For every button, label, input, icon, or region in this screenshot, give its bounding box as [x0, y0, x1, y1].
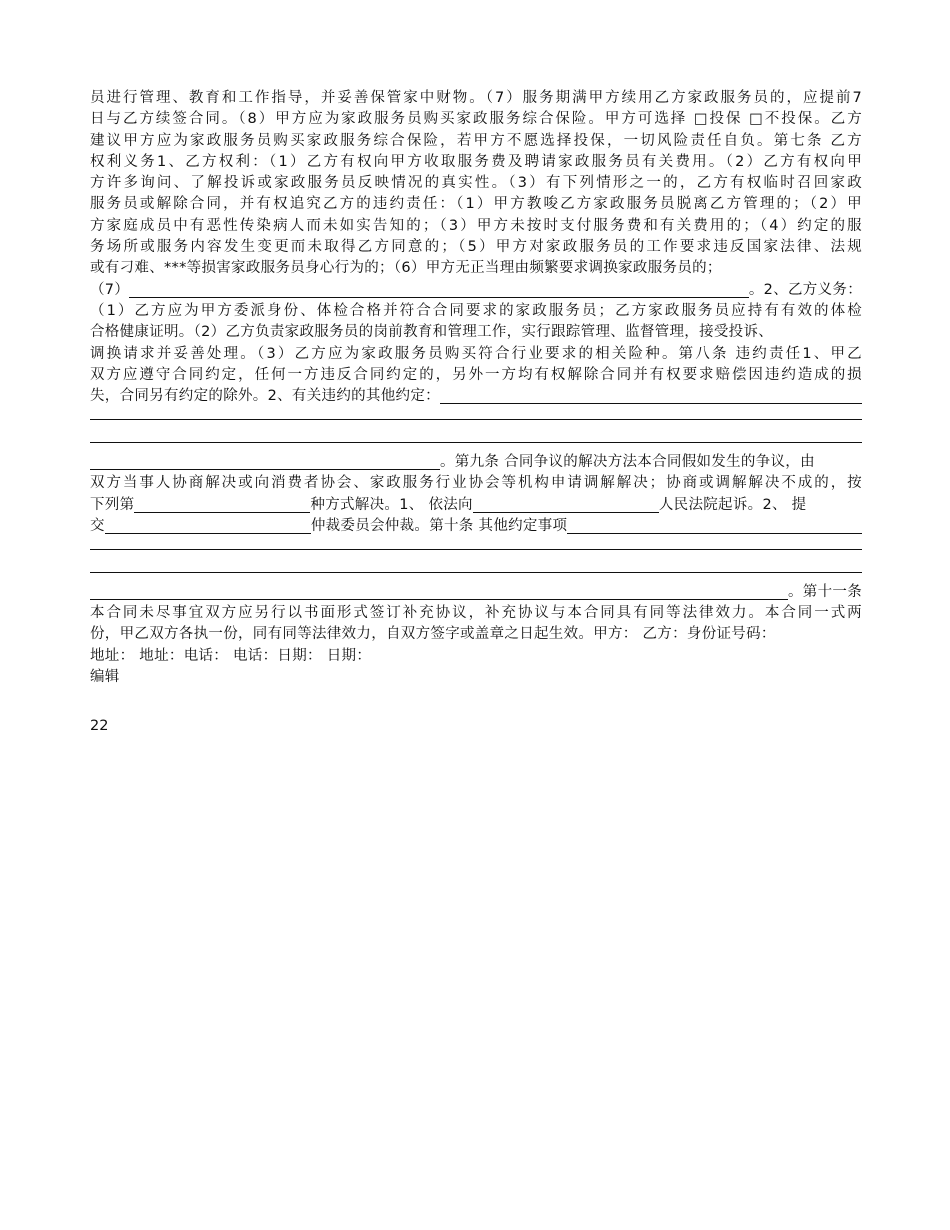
- signature-line: 地址： 地址：电话： 电话：日期： 日期：: [90, 647, 372, 664]
- blank-field[interactable]: [90, 454, 440, 470]
- text-line: 调换请求并妥善处理。（3）乙方应为家政服务员购买符合行业要求的相关险种。第八条 违约责任1、甲乙: [90, 345, 862, 362]
- blank-field[interactable]: [567, 518, 862, 534]
- text-line: 双方当事人协商解决或向消费者协会、家政服务行业协会等机构申请调解解决；协商或调解解决不成的，按: [90, 475, 862, 492]
- blank-line[interactable]: [90, 430, 862, 443]
- blank-line[interactable]: [90, 560, 862, 573]
- text-fragment: 失，合同另有约定的除外。2、有关违约的其他约定：: [90, 388, 440, 405]
- text-fragment: 人民法院起诉。2、 提: [658, 496, 807, 513]
- text-line: 方许多询问、了解投诉或家政服务员反映情况的真实性。（3）有下列情形之一的，乙方有权临时召回家政: [90, 175, 862, 192]
- text-line: 建议甲方应为家政服务员购买家政服务综合保险，若甲方不愿选择投保，一切风险责任自负。第七条 乙方: [90, 132, 862, 149]
- text-fragment: （7）: [90, 281, 130, 298]
- text-line: （1）乙方应为甲方委派身份、体检合格并符合合同要求的家政服务员；乙方家政服务员应持有有效的体检: [90, 302, 862, 319]
- page-number: 22: [90, 718, 109, 734]
- blank-field[interactable]: [90, 584, 788, 600]
- edit-label[interactable]: 编辑: [90, 669, 120, 686]
- article-11-row: [90, 582, 862, 603]
- obligation-7-row: [90, 280, 862, 301]
- text-line: 员进行管理、教育和工作指导，并妥善保管家中财物。（7）服务期满甲方续用乙方家政服务员的，应提前7: [90, 90, 862, 106]
- text-fragment: 种方式解决。1、 依法向: [310, 496, 473, 513]
- blank-line[interactable]: [90, 407, 862, 420]
- text-line: 权利义务1、乙方权利：（1）乙方有权向甲方收取服务费及聘请家政服务员有关费用。（2）乙方有权向甲: [90, 153, 862, 170]
- text-line: 方家庭成员中有恶性传染病人而未如实告知的；（3）甲方未按时支付服务费和有关费用的；（4）约定的服: [90, 217, 862, 234]
- breach-other-row: [90, 386, 862, 407]
- text-line: 双方应遵守合同约定，任何一方违反合同约定的，另外一方均有权解除合同并有权要求赔偿因违约造成的损: [90, 366, 862, 383]
- text-line: 本合同未尽事宜双方应另行以书面形式签订补充协议，补充协议与本合同具有同等法律效力。本合同一式两: [90, 605, 862, 622]
- text-line: 服务员或解除合同，并有权追究乙方的违约责任：（1）甲方教唆乙方家政服务员脱离乙方管理的；（2）甲: [90, 196, 862, 213]
- text-fragment: 交: [90, 517, 105, 534]
- text-line: 份，甲乙双方各执一份，同有同等法律效力，自双方签字或盖章之日起生效。甲方： 乙方：身份证号码：: [90, 626, 776, 643]
- text-fragment: 仲裁委员会仲裁。第十条 其他约定事项: [310, 517, 568, 534]
- blank-field[interactable]: [134, 497, 310, 513]
- text-fragment: 。2、乙方义务：: [748, 281, 862, 298]
- blank-field[interactable]: [105, 518, 311, 534]
- text-line: 或有刁难、***等损害家政服务员身心行为的；（6）甲方无正当理由频繁要求调换家政服务员的；: [90, 260, 722, 277]
- text-line: 日与乙方续签合同。（8）甲方应为家政服务员购买家政服务综合保险。甲方可选择 □投保 □不投保。乙方: [90, 111, 862, 128]
- blank-field[interactable]: [440, 388, 862, 404]
- text-fragment: 。第十一条: [788, 583, 862, 600]
- contract-page: [90, 88, 862, 688]
- arbitration-row: [90, 516, 862, 537]
- text-line: 务场所或服务内容发生变更而未取得乙方同意的；（5）甲方对家政服务员的工作要求违反国家法律、法规: [90, 239, 862, 256]
- blank-field[interactable]: [129, 282, 749, 298]
- text-fragment: 。第九条 合同争议的解决方法本合同假如发生的争议，由: [440, 454, 815, 471]
- article-9-row: [90, 452, 862, 473]
- text-fragment: 下列第: [90, 496, 135, 513]
- text-line: 合格健康证明。（2）乙方负责家政服务员的岗前教育和管理工作，实行跟踪管理、监督管理，接受投诉、: [90, 324, 774, 341]
- dispute-choice-row: [90, 495, 862, 516]
- blank-line[interactable]: [90, 537, 862, 550]
- blank-field[interactable]: [473, 497, 659, 513]
